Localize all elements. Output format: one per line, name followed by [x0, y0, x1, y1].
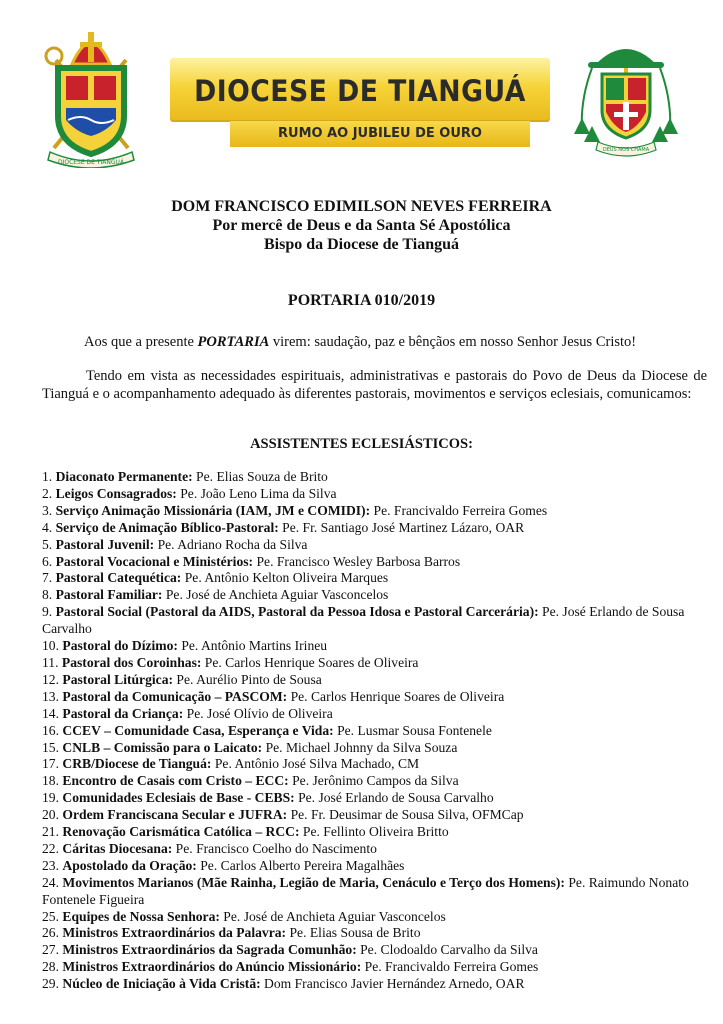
list-item [42, 858, 712, 875]
item-number: 16. [42, 722, 59, 738]
diocese-crest-logo [36, 20, 146, 168]
item-assistant: Pe. Jerônimo Campos da Silva [288, 773, 459, 789]
item-number: 9. [42, 604, 53, 620]
list-item [42, 959, 712, 976]
item-number: 10. [42, 638, 59, 654]
list-item [42, 841, 712, 858]
list-item [42, 723, 712, 740]
greeting-emphasis: PORTARIA [197, 334, 270, 350]
item-number: 26. [42, 925, 59, 941]
item-label: Ministros Extraordinários da Palavra: [62, 925, 287, 941]
item-number: 29. [42, 976, 59, 992]
item-assistant: Pe. Carlos Henrique Soares de Oliveira [287, 688, 505, 704]
item-number: 11. [42, 654, 59, 670]
list-item [42, 469, 712, 486]
item-label: Encontro de Casais com Cristo – ECC: [62, 773, 289, 789]
item-number: 27. [42, 942, 59, 958]
item-number: 25. [42, 908, 59, 924]
assistants-list [42, 469, 712, 993]
list-item [42, 503, 712, 520]
item-number: 2. [42, 485, 53, 501]
bishop-name: DOM FRANCISCO EDIMILSON NEVES FERREIRA [171, 198, 552, 215]
item-label: CRB/Diocese de Tianguá: [62, 756, 212, 772]
section-title: ASSISTENTES ECLESIÁSTICOS: [250, 436, 473, 452]
portaria-title: PORTARIA 010/2019 [287, 292, 436, 309]
item-number: 18. [42, 773, 59, 789]
list-item [42, 909, 712, 926]
right-crest-motto: DEUS NOS CHAMA [602, 147, 650, 153]
list-item [42, 537, 712, 554]
item-number: 6. [42, 553, 53, 569]
item-assistant: Pe. Adriano Rocha da Silva [154, 536, 308, 552]
title-banner [170, 58, 550, 122]
list-item [42, 807, 712, 824]
bishop-line-2: Por mercê de Deus e da Santa Sé Apostólica [212, 217, 511, 234]
item-assistant: Pe. Clodoaldo Carvalho da Silva [356, 942, 538, 958]
bishop-crest-logo [568, 30, 684, 160]
item-number: 3. [42, 502, 53, 518]
item-assistant: Pe. Francivaldo Ferreira Gomes [370, 502, 548, 518]
item-label: Renovação Carismática Católica – RCC: [62, 824, 300, 840]
item-number: 4. [42, 519, 53, 535]
item-assistant: Pe. José Olívio de Oliveira [183, 705, 333, 721]
list-item [42, 655, 712, 672]
item-number: 17. [42, 756, 59, 772]
item-label: Diaconato Permanente: [55, 469, 193, 484]
item-assistant: Pe. Raimundo Nonato Fontenele Figueira [42, 874, 689, 907]
item-assistant: Pe. Fr. Santiago José Martinez Lázaro, OAR [278, 519, 525, 535]
item-label: Ministros Extraordinários da Sagrada Comunhão: [62, 942, 357, 958]
item-label: Pastoral Social (Pastoral da AIDS, Pastoral da Pessoa Idosa e Pastoral Carcerária): [55, 604, 539, 620]
item-label: Pastoral Juvenil: [55, 536, 155, 552]
item-number: 23. [42, 857, 59, 873]
greeting-before: Aos que a presente [84, 334, 198, 350]
item-label: Pastoral do Dízimo: [62, 638, 178, 654]
item-label: Pastoral Litúrgica: [62, 671, 174, 687]
list-item [42, 570, 712, 587]
item-label: Comunidades Eclesiais de Base - CEBS: [62, 790, 295, 806]
item-label: Serviço de Animação Bíblico-Pastoral: [55, 519, 279, 535]
diocese-title: DIOCESE DE TIANGUÁ [194, 74, 526, 108]
item-number: 22. [42, 840, 59, 856]
item-number: 21. [42, 824, 59, 840]
item-label: Cáritas Diocesana: [62, 840, 173, 856]
greeting [84, 334, 636, 351]
list-item [42, 672, 712, 689]
list-item [42, 773, 712, 790]
item-assistant: Dom Francisco Javier Hernández Arnedo, OAR [260, 976, 525, 992]
item-assistant: Pe. Francisco Coelho do Nascimento [172, 840, 377, 856]
list-item [42, 942, 712, 959]
item-label: Pastoral dos Coroinhas: [61, 654, 202, 670]
list-item [42, 520, 712, 537]
item-number: 5. [42, 536, 53, 552]
item-label: Apostolado da Oração: [62, 857, 197, 873]
item-assistant: Pe. Francisco Wesley Barbosa Barros [253, 553, 461, 569]
item-number: 12. [42, 671, 59, 687]
item-label: Núcleo de Iniciação à Vida Cristã: [62, 976, 261, 992]
item-assistant: Pe. Lusmar Sousa Fontenele [333, 722, 492, 738]
item-assistant: Pe. Fellinto Oliveira Britto [299, 824, 449, 840]
item-number: 20. [42, 807, 59, 823]
bishop-line-3: Bispo da Diocese de Tianguá [263, 236, 459, 253]
item-assistant: Pe. Fr. Deusimar de Sousa Silva, OFMCap [287, 807, 524, 823]
jubilee-subtitle: RUMO AO JUBILEU DE OURO [278, 126, 482, 141]
list-item [42, 976, 712, 993]
item-label: Ordem Franciscana Secular e JUFRA: [62, 807, 288, 823]
list-item [42, 740, 712, 757]
list-item [42, 706, 712, 723]
item-assistant: Pe. Francivaldo Ferreira Gomes [361, 959, 539, 975]
item-label: Pastoral da Comunicação – PASCOM: [62, 688, 288, 704]
item-number: 19. [42, 790, 59, 806]
item-label: Equipes de Nossa Senhora: [62, 908, 220, 924]
item-assistant: Pe. Elias Souza de Brito [192, 469, 328, 484]
list-item [42, 875, 712, 909]
item-assistant: Pe. Antônio Kelton Oliveira Marques [181, 570, 389, 586]
item-label: Ministros Extraordinários do Anúncio Missionário: [62, 959, 362, 975]
item-assistant: Pe. José Erlando de Sousa Carvalho [294, 790, 494, 806]
item-assistant: Pe. José de Anchieta Aguiar Vasconcelos [219, 908, 446, 924]
bishop-heading [0, 197, 723, 254]
item-assistant: Pe. Elias Sousa de Brito [286, 925, 421, 941]
intro-paragraph: Tendo em vista as necessidades espirituais, administrativas e pastorais do Povo de Deus da Diocese de Tianguá e o acompanhamento adequado às diferentes pastorais, movimentos e serviços eclesiais, comunicamos: [42, 368, 707, 402]
greeting-after: virem: saudação, paz e bênçãos em nosso Senhor Jesus Cristo! [269, 334, 637, 350]
item-label: Pastoral Vocacional e Ministérios: [55, 553, 254, 569]
list-item [42, 756, 712, 773]
item-assistant: Pe. João Leno Lima da Silva [176, 485, 337, 501]
list-item [42, 554, 712, 571]
item-number: 28. [42, 959, 59, 975]
item-assistant: Pe. Carlos Alberto Pereira Magalhães [196, 857, 405, 873]
list-item [42, 604, 712, 638]
item-label: Serviço Animação Missionária (IAM, JM e COMIDI): [55, 502, 371, 518]
list-item [42, 824, 712, 841]
item-number: 24. [42, 874, 59, 890]
list-item [42, 925, 712, 942]
item-assistant: Pe. José de Anchieta Aguiar Vasconcelos [162, 587, 389, 603]
item-label: Pastoral Familiar: [55, 587, 163, 603]
list-item [42, 638, 712, 655]
subtitle-banner [230, 121, 530, 147]
item-assistant: Pe. José Erlando de Sousa Carvalho [42, 604, 685, 637]
list-item [42, 587, 712, 604]
item-assistant: Pe. Michael Johnny da Silva Souza [262, 739, 458, 755]
item-label: Leigos Consagrados: [55, 485, 177, 501]
item-number: 13. [42, 688, 59, 704]
item-label: Movimentos Marianos (Mãe Rainha, Legião de Maria, Cenáculo e Terço dos Homens): [62, 874, 565, 890]
item-label: CCEV – Comunidade Casa, Esperança e Vida: [62, 722, 334, 738]
item-number: 8. [42, 587, 53, 603]
item-label: Pastoral da Criança: [62, 705, 184, 721]
item-number: 7. [42, 570, 53, 586]
list-item [42, 486, 712, 503]
item-number: 1. [42, 469, 53, 484]
item-number: 15. [42, 739, 59, 755]
list-item [42, 790, 712, 807]
item-label: Pastoral Catequética: [55, 570, 182, 586]
list-item [42, 689, 712, 706]
item-assistant: Pe. Aurélio Pinto de Sousa [173, 671, 322, 687]
letterhead [0, 0, 723, 170]
left-crest-motto: DIOCESE DE TIANGUÁ [57, 159, 125, 166]
item-assistant: Pe. Antônio José Silva Machado, CM [211, 756, 420, 772]
item-assistant: Pe. Antônio Martins Irineu [177, 638, 328, 654]
item-label: CNLB – Comissão para o Laicato: [62, 739, 263, 755]
item-assistant: Pe. Carlos Henrique Soares de Oliveira [201, 654, 419, 670]
item-number: 14. [42, 705, 59, 721]
